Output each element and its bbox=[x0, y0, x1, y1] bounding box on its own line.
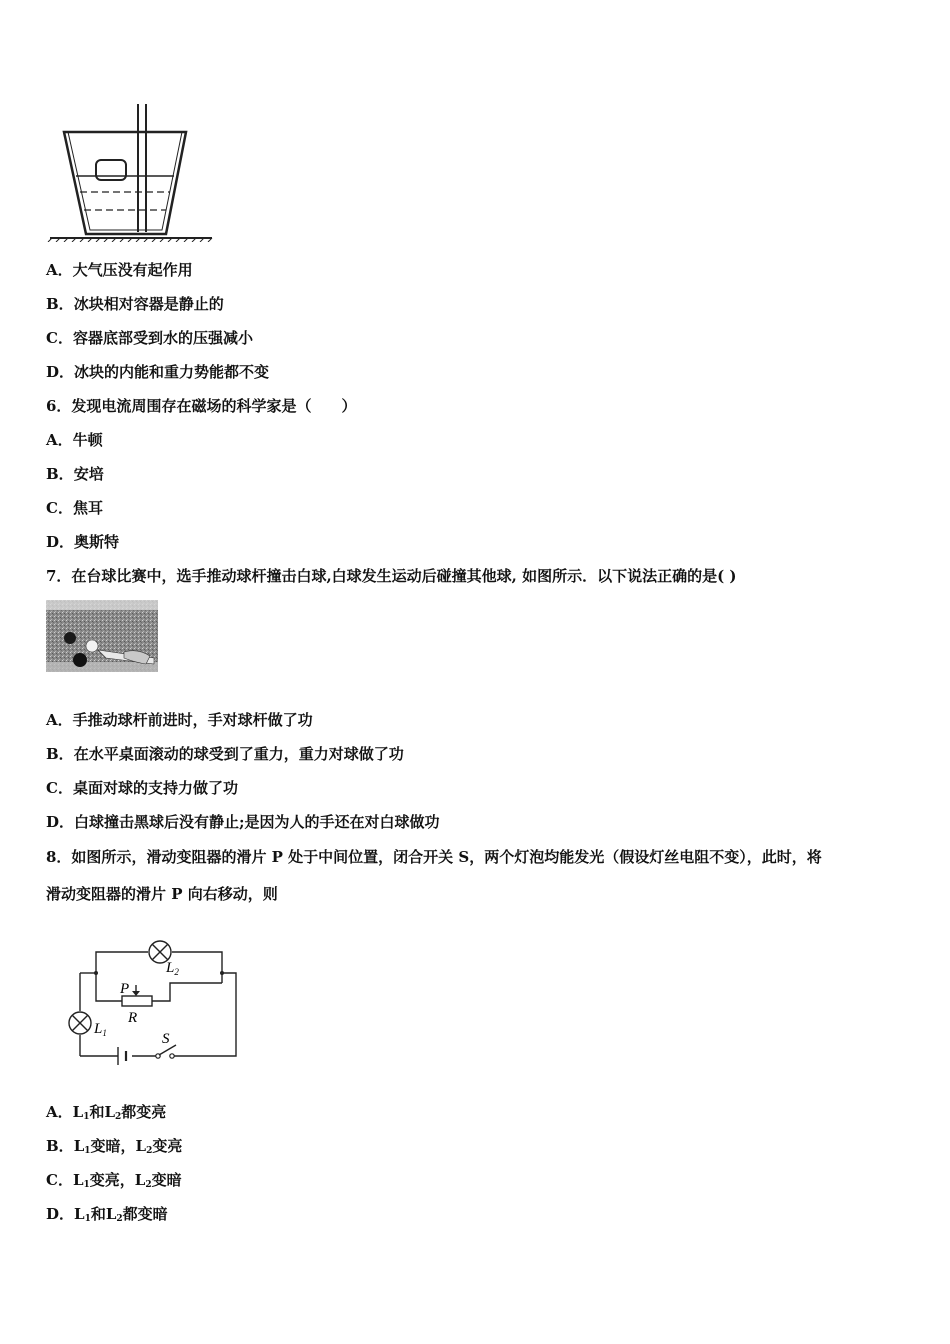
q5-option-c: C．容器底部受到水的压强减小 bbox=[46, 329, 253, 347]
q5-option-a: A．大气压没有起作用 bbox=[46, 261, 193, 279]
svg-text:S: S bbox=[162, 1031, 170, 1047]
svg-text:R: R bbox=[128, 1010, 138, 1026]
q7-option-b: B．在水平桌面滚动的球受到了重力，重力对球做了功 bbox=[46, 745, 404, 763]
q7-option-a: A．手推动球杆前进时，手对球杆做了功 bbox=[46, 711, 313, 729]
svg-text:L2: $L_2$ bbox=[166, 960, 179, 977]
circuit-diagram bbox=[60, 935, 250, 1070]
q8-stem-line2: 滑动变阻器的滑片 P 向右移动，则 bbox=[46, 885, 278, 903]
q6-option-a: A．牛顿 bbox=[46, 431, 103, 449]
q5-option-d: D．冰块的内能和重力势能都不变 bbox=[46, 363, 270, 381]
rheostat-icon bbox=[122, 996, 152, 1006]
q7-stem: 7．在台球比赛中，选手推动球杆撞击白球,白球发生运动后碰撞其他球, 如图所示．以下说法正确的是( ) bbox=[46, 567, 737, 585]
q8-option-d: D．$L_1$和$L_2$都变暗 bbox=[46, 1205, 168, 1224]
q8-option-a: A．$L_1$和$L_2$都变亮 bbox=[46, 1103, 167, 1122]
q8-stem-line1: 8．如图所示，滑动变阻器的滑片 P 处于中间位置，闭合开关 S，两个灯泡均能发光（假设灯丝电阻不变），此时，将 bbox=[46, 848, 822, 866]
q6-option-d: D．奥斯特 bbox=[46, 533, 120, 551]
lamp-l1-icon bbox=[69, 1012, 91, 1034]
beaker-figure bbox=[46, 100, 216, 242]
q5-option-b: B．冰块相对容器是静止的 bbox=[46, 295, 224, 313]
q7-option-c: C．桌面对球的支持力做了功 bbox=[46, 779, 238, 797]
q6-option-b: B．安培 bbox=[46, 465, 104, 483]
q7-option-d: D．白球撞击黑球后没有静止;是因为人的手还在对白球做功 bbox=[46, 813, 440, 831]
q6-option-c: C．焦耳 bbox=[46, 499, 103, 517]
q8-option-b: B．$L_1$变暗，$L_2$变亮 bbox=[46, 1137, 183, 1156]
q8-option-c: C．$L_1$变亮，$L_2$变暗 bbox=[46, 1171, 182, 1190]
svg-text:L1: $L_1$ bbox=[94, 1021, 107, 1038]
svg-text:P: P bbox=[120, 981, 130, 997]
q6-stem: 6．发现电流周围存在磁场的科学家是（ ） bbox=[46, 397, 357, 415]
billiards-photo bbox=[46, 600, 158, 672]
